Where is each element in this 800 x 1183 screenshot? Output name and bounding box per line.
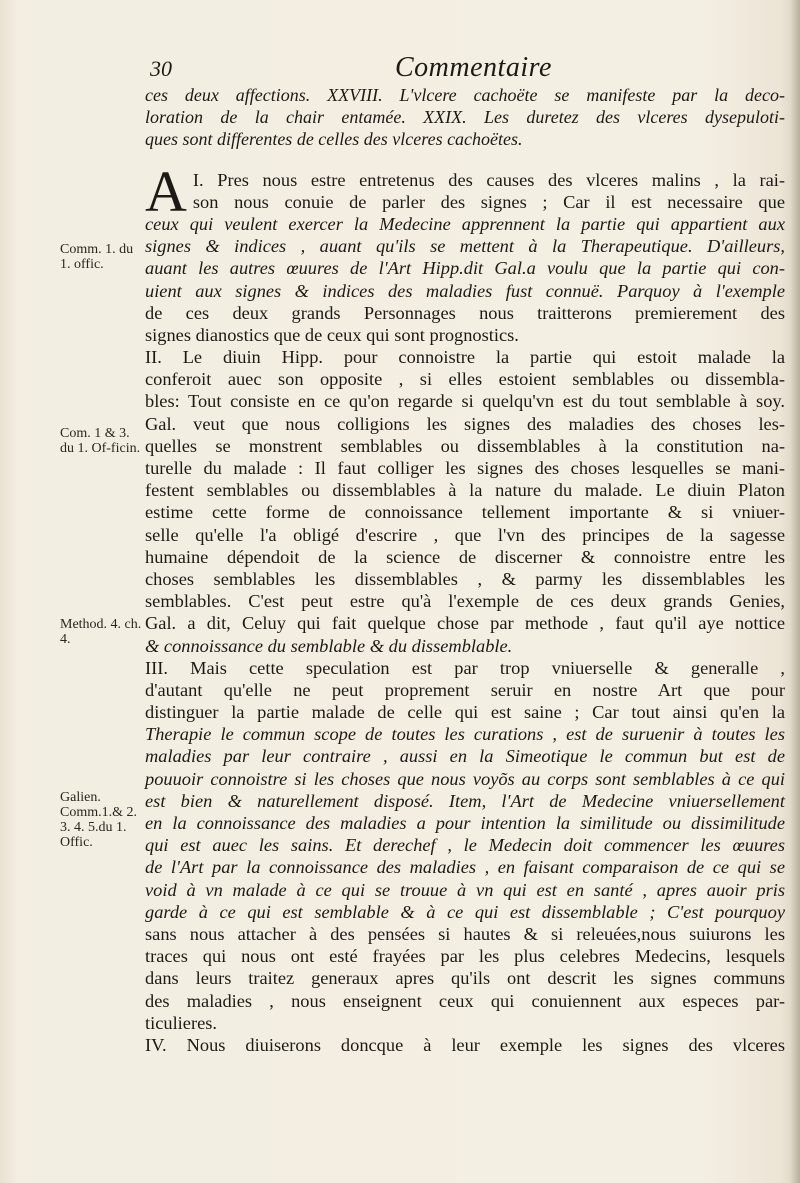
text-line: void à vn malade à ce qui se trouue à vn qui est en santé , apres auoir pris [145,879,785,900]
section-i [145,158,785,347]
text-line: bles: Tout consiste en ce qu'on regarde si quelqu'vn est du tout semblable à soy. [145,391,785,412]
text-line: garde à ce qui est semblable & à ce qui est dissemblable ; C'est pourquoy [145,901,785,922]
summary-line: ces deux affections. XXVIII. L'vlcere cachoëte se manifeste par la deco- [145,85,785,105]
text-line: & connoissance du semblable & du dissemblable. [145,635,513,656]
text-line: de l'Art par la connoissance des maladies , en faisant comparaison de ce qui se [145,857,785,878]
section-gap [145,151,785,169]
text-line: IV. Nous diuiserons doncque à leur exemple les signes des vlceres [145,1034,785,1055]
text-line: dans leurs traitez generaux apres qu'ils ont descrit les signes communs [145,968,785,989]
margin-note: Method. 4. ch. 4. [60,617,142,647]
text-line: en la connoissance des maladies a pour intention la similitude ou dissimilitude [145,813,785,833]
section-ii [145,346,785,657]
text-line: traces qui nous ont esté frayées par les plus celebres Medecins, lesquels [145,946,785,967]
text-line: sans nous attacher à des pensées si hautes & si releuées,nous suiurons les [145,923,785,944]
text-line: estime cette forme de connoissance tellement importante & si vniuer- [145,502,785,523]
section-numeral: I. [192,169,204,190]
text-line: humaine dépendoit de la science de discerner & connoistre entre les [145,546,785,567]
text-line: des maladies , nous enseignent ceux qui conuiennent aux especes par- [145,990,785,1011]
main-text [145,84,785,1056]
text-line: uient aux signes & indices des maladies fust connuë. Parquoy à l'exemple [145,280,785,301]
text-line: ceux qui veulent exercer la Medecine apprennent la partie qui appartient aux [145,213,785,234]
text-line: turelle du malade : Il faut colliger les signes des choses lesquelles se mani- [145,458,785,478]
margin-note: Comm. 1. du 1. offic. [60,242,134,272]
text-line: signes dianostics que de ceux qui sont prognostics. [145,324,519,345]
text-line: qui est auec les sains. Et derechef , le Medecin doit commencer les œuures [145,835,785,856]
text-line: son nous conuie de parler des signes ; Car il est necessaire que [192,191,785,212]
text-line: III. Mais cette speculation est par trop vniuerselle & generalle , [145,657,785,678]
text-line: selle qu'elle l'a obligé d'escrire , que l'vn des principes de la sagesse [145,524,785,545]
text-line: choses semblables les dissemblables , & parmy les dissemblables les [145,568,785,589]
text-line: conferoit auec son opposite , si elles estoient semblables ou dissembla- [145,369,785,390]
section-iv [145,1034,785,1056]
text-line: semblables. C'est peut estre qu'à l'exemple de ces deux grands Genies, [145,591,785,612]
page-number: 30 [150,56,172,81]
running-title: Commentaire [395,52,552,83]
text-line: auant les autres œuures de l'Art Hipp.dit Gal.a voulu que la partie qui con- [145,258,785,279]
text-line: d'autant qu'elle ne peut proprement seruir en nostre Art que pour [145,679,785,700]
text-line: distinguer la partie malade de celle qui est saine ; Car tout ainsi qu'en la [145,702,785,723]
text-line: maladies par leur contraire , aussi en la Simeotique le commun but est de [145,746,785,767]
margin-note: Galien. Comm.1.& 2. 3. 4. 5.du 1. Offic. [60,790,138,850]
text-line: Gal. veut que nous colligions les signes des maladies des choses les- [145,413,785,434]
text-line: ticulieres. [145,1012,218,1033]
page-edge-shadow [790,0,800,1183]
text-line: de ces deux grands Personnages nous traitterons premierement des [145,302,785,323]
summary-line: loration de la chair entamée. XXIX. Les duretez des vlceres dysepuloti- [145,107,785,128]
text-line: est bien & naturellement disposé. Item, l'Art de Medecine vniuersellement [145,790,785,811]
text-line: Gal. a dit, Celuy qui fait quelque chose par methode , faut qu'il aye nottice [145,613,785,634]
text-line: festent semblables ou dissemblables à la nature du malade. Le diuin Platon [145,480,785,501]
text-line: pouuoir connoistre si les choses que nous voyõs au corps sont semblables à ce qui [145,768,785,789]
summary-line: ques sont differentes de celles des vlceres cachoëtes. [145,129,523,150]
text-line: II. Le diuin Hipp. pour connoistre la partie qui estoit malade la [145,347,785,368]
text-line: Pres nous estre entretenus des causes des vlceres malins , la rai- [217,169,785,190]
text-line: quelles se monstrent semblables ou dissemblables à la constitution na- [145,435,785,456]
text-line: signes & indices , auant qu'ils se mettent à la Therapeutique. D'ailleurs, [145,236,785,257]
section-iii [145,657,785,1034]
margin-note: Com. 1 & 3. du 1. Of-ficin. [60,426,141,456]
text-line: Therapie le commun scope de toutes les curations , est de suruenir à toutes les [145,724,785,745]
drop-cap: A [145,158,187,224]
